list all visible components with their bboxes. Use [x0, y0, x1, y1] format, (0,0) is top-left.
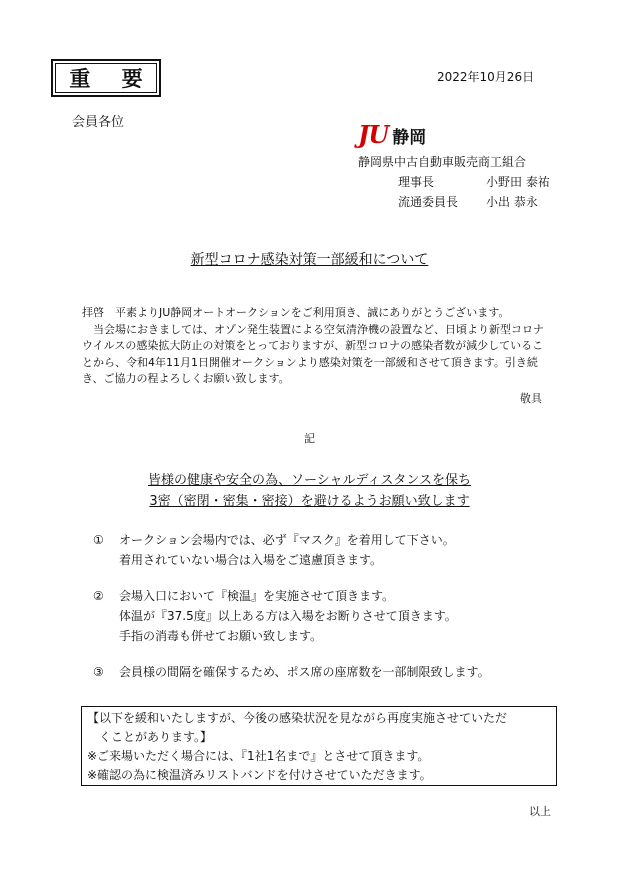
note-line: 【以下を緩和いたしますが、今後の感染状況を見ながら再度実施させていただ [87, 711, 508, 725]
sender-block [358, 152, 550, 212]
rules-list [93, 530, 490, 698]
ju-shizuoka-logo [358, 122, 426, 148]
item-line: 会員様の間隔を確保するため、ポス席の座席数を一部制限致します。 [119, 665, 490, 679]
body-paragraph: 当会場におきましては、オゾン発生装置による空気清浄機の設置など、日頃より新型コロナウイルスの感染拡大防止の対策をとっておりますが、新型コロナの感染者数が減少していることから、令和4年11月1日開催オークションより感染対策を一部緩和させて頂きます。引き続き、ご協力の程よろしくお願い致します。 [82, 322, 544, 385]
ki-marker: 記 [304, 432, 315, 445]
item-line: 手指の消毒も併せてお願い致します。 [119, 629, 323, 643]
notice-heading [0, 470, 619, 512]
item-number: ② [93, 589, 104, 603]
list-item [93, 530, 490, 570]
organization-name: 静岡県中古自動車販売商工組合 [358, 155, 527, 169]
notice-line: 皆様の健康や安全の為、ソーシャルディスタンスを保ち [147, 473, 472, 488]
note-line: くことがあります。】 [99, 730, 213, 744]
item-line: 体温が『37.5度』以上ある方は入場をお断りさせて頂きます。 [119, 609, 457, 623]
note-line: ※ご来場いただく場合には、『1社1名まで』とさせて頂きます。 [87, 749, 430, 763]
item-line: オークション会場内では、必ず『マスク』を着用して下さい。 [119, 533, 455, 547]
note-line: ※確認の為に検温済みリストバンドを付けさせていただきます。 [87, 768, 432, 782]
signatory-name: 小野田 泰祐 [486, 175, 550, 189]
item-number: ① [93, 533, 104, 547]
letter-body [82, 305, 552, 388]
document-title: 新型コロナ感染対策一部緩和について [190, 252, 429, 268]
important-stamp-label: 重 要 [55, 63, 157, 93]
list-item [93, 586, 490, 646]
important-stamp [51, 59, 161, 97]
signatory-chairman [358, 172, 550, 192]
item-line: 会場入口において『検温』を実施させて頂きます。 [119, 589, 395, 603]
closing-keigu: 敬具 [520, 392, 542, 405]
signatory-name: 小出 恭永 [486, 195, 538, 209]
list-item [93, 662, 490, 682]
ju-logo-mark: JU [358, 120, 389, 149]
signatory-committee-chair [358, 192, 550, 212]
item-line: 着用されていない場合は入場をご遠慮頂きます。 [119, 553, 383, 567]
relaxation-note-box [81, 706, 557, 786]
closing-ijou: 以上 [529, 805, 551, 818]
signatory-role: 流通委員長 [398, 195, 459, 209]
body-paragraph: 拝啓 平素よりJU静岡オートオークションをご利用頂き、誠にありがとうございます。 [82, 306, 510, 319]
notice-line: 3密（密閉・密集・密接）を避けるようお願い致します [149, 494, 470, 509]
item-number: ③ [93, 665, 104, 679]
recipient: 会員各位 [72, 115, 125, 130]
signatory-role: 理事長 [398, 175, 435, 189]
logo-text: 静岡 [392, 127, 427, 148]
document-date: 2022年10月26日 [437, 70, 535, 84]
